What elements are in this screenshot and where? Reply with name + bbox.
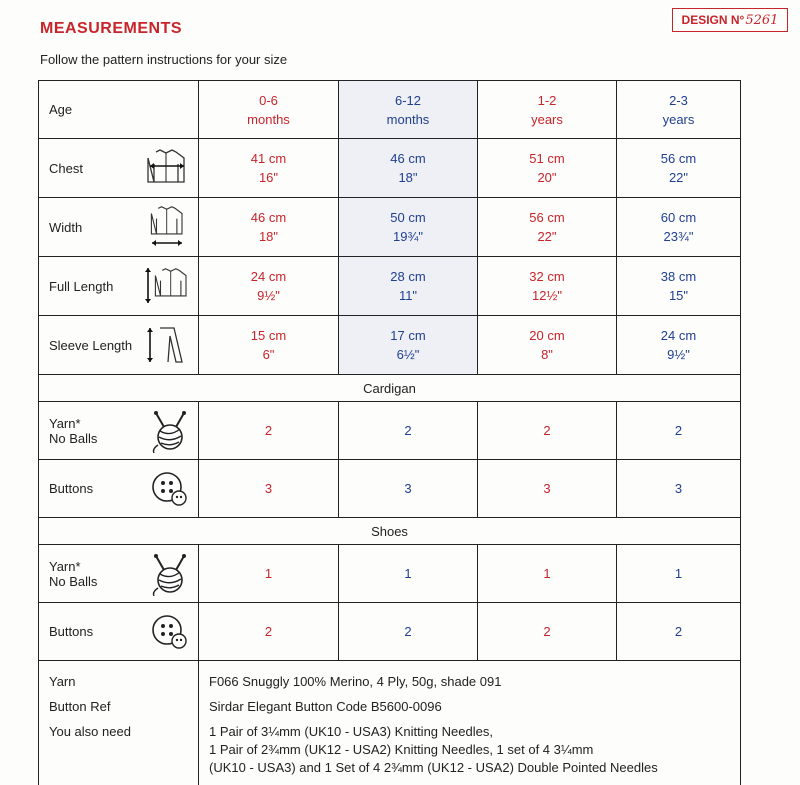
row-label-cell — [39, 402, 199, 460]
measurements-table — [38, 80, 741, 785]
value-cell: 3 — [478, 460, 617, 518]
value-cell: 2 — [478, 402, 617, 460]
value-cell: 60 cm 23¾" — [617, 198, 741, 257]
yarn-row — [39, 402, 741, 460]
value-cell: 3 — [339, 460, 478, 518]
button-ref-value: Sirdar Elegant Button Code B5600-0096 — [209, 694, 730, 719]
size-header: 0-6 months — [199, 81, 339, 139]
value-cell: 24 cm 9½" — [617, 316, 741, 375]
row-label-cell — [39, 257, 199, 316]
button-icon — [150, 469, 190, 509]
buttons-row — [39, 460, 741, 518]
value-cell: 2 — [199, 402, 339, 460]
measurement-row-chest — [39, 139, 741, 198]
button-ref-label: Button Ref — [49, 694, 188, 719]
value-cell: 17 cm 6½" — [339, 316, 478, 375]
value-cell: 1 — [339, 545, 478, 603]
also-need-line: 1 Pair of 2¾mm (UK12 - USA2) Knitting Needles, 1 set of 4 3¼mm — [209, 741, 730, 759]
design-label: DESIGN N° — [682, 13, 745, 27]
length-garment-icon — [144, 263, 190, 309]
size-header: 2-3 years — [617, 81, 741, 139]
yarn-value: F066 Snuggly 100% Merino, 4 Ply, 50g, shade 091 — [209, 669, 730, 694]
row-label-cell — [39, 198, 199, 257]
value-cell: 46 cm 18" — [339, 139, 478, 198]
value-cell: 28 cm 11" — [339, 257, 478, 316]
value-cell: 2 — [339, 603, 478, 661]
row-label: Buttons — [49, 624, 93, 639]
width-garment-icon — [144, 205, 190, 249]
row-label-cell — [39, 316, 199, 375]
row-label: Yarn* No Balls — [49, 416, 97, 446]
also-need-line: (UK10 - USA3) and 1 Set of 4 2¾mm (UK12 - USA2) Double Pointed Needles — [209, 759, 730, 777]
row-label: Sleeve Length — [49, 338, 132, 353]
buttons-row — [39, 603, 741, 661]
page-title: MEASUREMENTS — [40, 20, 182, 38]
materials-labels — [39, 661, 199, 785]
section-title: Cardigan — [39, 375, 741, 402]
also-need-line: 1 Pair of 3¼mm (UK10 - USA3) Knitting Needles, — [209, 723, 730, 741]
button-icon — [150, 612, 190, 652]
value-cell: 41 cm 16" — [199, 139, 339, 198]
page-subtitle: Follow the pattern instructions for your size — [40, 52, 287, 67]
value-cell: 2 — [617, 402, 741, 460]
row-label: Width — [49, 220, 82, 235]
size-header: 6-12 months — [339, 81, 478, 139]
age-row — [39, 81, 741, 139]
row-label: Full Length — [49, 279, 113, 294]
value-cell: 3 — [199, 460, 339, 518]
value-cell: 15 cm 6" — [199, 316, 339, 375]
value-cell: 2 — [199, 603, 339, 661]
value-cell: 1 — [199, 545, 339, 603]
measurement-row-full-length — [39, 257, 741, 316]
sleeve-garment-icon — [144, 322, 190, 368]
value-cell: 1 — [617, 545, 741, 603]
age-label: Age — [39, 81, 199, 139]
value-cell: 38 cm 15" — [617, 257, 741, 316]
row-label-cell — [39, 603, 199, 661]
value-cell: 20 cm 8" — [478, 316, 617, 375]
value-cell: 2 — [617, 603, 741, 661]
size-header: 1-2 years — [478, 81, 617, 139]
measurement-row-sleeve-length — [39, 316, 741, 375]
design-number-box — [672, 8, 788, 32]
row-label-cell — [39, 139, 199, 198]
materials-values — [199, 661, 741, 785]
materials-row — [39, 661, 741, 785]
row-label-cell — [39, 460, 199, 518]
yarn-row — [39, 545, 741, 603]
value-cell: 56 cm 22" — [478, 198, 617, 257]
value-cell: 2 — [339, 402, 478, 460]
row-label: Chest — [49, 161, 83, 176]
section-row-shoes — [39, 518, 741, 545]
yarn-label: Yarn — [49, 669, 188, 694]
value-cell: 32 cm 12½" — [478, 257, 617, 316]
value-cell: 51 cm 20" — [478, 139, 617, 198]
measurement-row-width — [39, 198, 741, 257]
value-cell: 3 — [617, 460, 741, 518]
section-title: Shoes — [39, 518, 741, 545]
value-cell: 1 — [478, 545, 617, 603]
row-label: Yarn* No Balls — [49, 559, 97, 589]
row-label-cell — [39, 545, 199, 603]
value-cell: 2 — [478, 603, 617, 661]
row-label: Buttons — [49, 481, 93, 496]
also-need-label: You also need — [49, 719, 188, 744]
value-cell: 24 cm 9½" — [199, 257, 339, 316]
value-cell: 56 cm 22" — [617, 139, 741, 198]
chest-garment-icon — [144, 148, 190, 188]
yarn-ball-icon — [150, 552, 190, 596]
value-cell: 50 cm 19¾" — [339, 198, 478, 257]
section-row-cardigan — [39, 375, 741, 402]
value-cell: 46 cm 18" — [199, 198, 339, 257]
design-number: 5261 — [745, 13, 778, 28]
yarn-ball-icon — [150, 409, 190, 453]
